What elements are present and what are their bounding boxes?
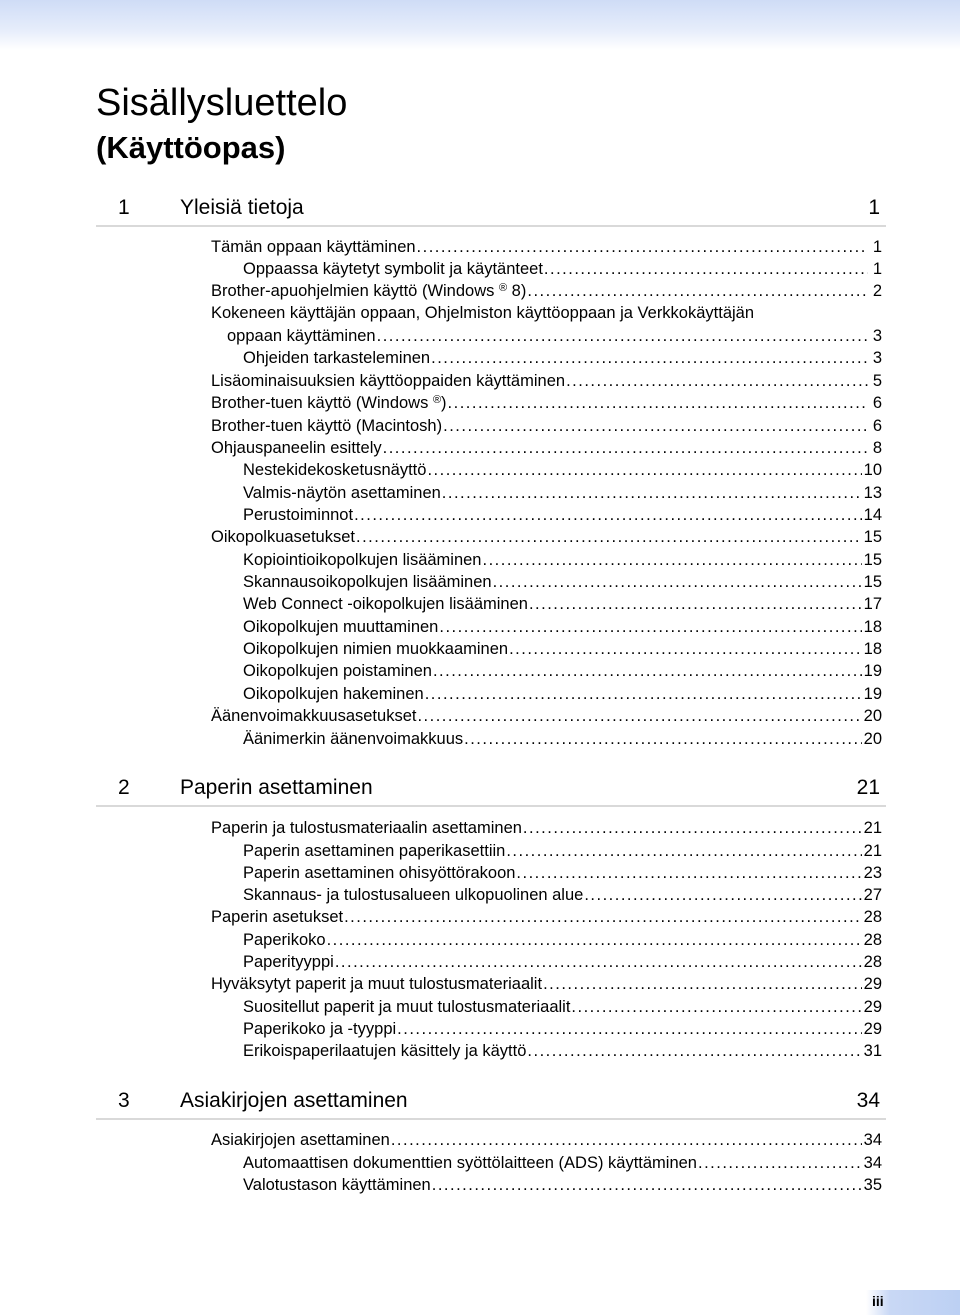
toc-entry-page: 6 (872, 417, 882, 435)
toc-entry-page: 5 (872, 372, 882, 390)
toc-entry-text: Paperin asettaminen ohisyöttörakoon (243, 864, 516, 882)
dot-leader (448, 392, 868, 414)
dot-leader (377, 325, 868, 347)
dot-leader (439, 616, 861, 638)
toc-entry-page: 17 (863, 595, 882, 613)
toc-entry[interactable] (243, 1018, 882, 1040)
dot-leader (464, 728, 862, 750)
toc-entry[interactable] (243, 951, 882, 973)
chapter-heading[interactable] (96, 1088, 886, 1120)
toc-entry[interactable] (211, 705, 882, 727)
chapter-page: 34 (856, 1089, 880, 1112)
chapter-title: Yleisiä tietoja (180, 196, 304, 219)
toc-entry[interactable] (243, 616, 882, 638)
toc-entry[interactable] (243, 258, 882, 280)
dot-leader (391, 1129, 862, 1151)
dot-leader (442, 482, 862, 504)
dot-leader (527, 1040, 861, 1062)
dot-leader (566, 370, 868, 392)
dot-leader (344, 906, 862, 928)
toc-entry-text[interactable]: Kokeneen käyttäjän oppaan, Ohjelmiston käyttöoppaan ja Verkkokäyttäjän (211, 304, 755, 322)
dot-leader (417, 705, 861, 727)
toc-entry-page: 29 (863, 1020, 882, 1038)
toc-entry-text: Oikopolkujen hakeminen (243, 685, 424, 703)
toc-entry[interactable] (243, 571, 882, 593)
chapter-heading[interactable] (96, 775, 886, 807)
toc-entry-page: 3 (872, 327, 882, 345)
toc-entry-page: 15 (863, 551, 882, 569)
toc-entry-text: Oikopolkujen muuttaminen (243, 618, 439, 636)
chapter-number: 3 (118, 1089, 130, 1112)
chapter-page: 21 (856, 776, 880, 799)
toc-entry-text: Valotustason käyttäminen (243, 1176, 431, 1194)
toc-entry[interactable] (243, 1174, 882, 1196)
toc-entry-text: Paperin ja tulostusmateriaalin asettaminen (211, 819, 522, 837)
toc-entry[interactable] (243, 862, 882, 884)
toc-entry-text: Brother-tuen käyttö (Windows ®) (211, 394, 447, 412)
toc-entry[interactable] (243, 884, 882, 906)
dot-leader (529, 593, 862, 615)
toc-entry-text: Hyväksytyt paperit ja muut tulostusmateriaalit (211, 975, 543, 993)
toc-entry[interactable] (243, 482, 882, 504)
dot-leader (543, 973, 862, 995)
toc-entry-text: Brother-apuohjelmien käyttö (Windows ® 8) (211, 282, 527, 300)
dot-leader (425, 683, 862, 705)
toc-entry-page: 6 (872, 394, 882, 412)
dot-leader (506, 840, 861, 862)
toc-entry-page: 21 (863, 842, 882, 860)
toc-entry-text: Skannaus- ja tulostusalueen ulkopuolinen alue (243, 886, 584, 904)
toc-entry-page: 13 (863, 484, 882, 502)
toc-entry-text: Asiakirjojen asettaminen (211, 1131, 390, 1149)
toc-entry[interactable] (211, 817, 882, 839)
toc-entry[interactable] (211, 370, 882, 392)
toc-entry[interactable] (243, 549, 882, 571)
toc-entry[interactable] (211, 415, 882, 437)
toc-entry-text: Web Connect -oikopolkujen lisääminen (243, 595, 528, 613)
toc-entry-page: 2 (872, 282, 882, 300)
dot-leader (516, 862, 861, 884)
dot-leader (443, 415, 868, 437)
toc-entry-page: 21 (863, 819, 882, 837)
toc-entry[interactable] (211, 392, 882, 414)
toc-entry[interactable] (211, 526, 882, 548)
toc-entry[interactable] (243, 593, 882, 615)
toc-entry-text: Paperin asettaminen paperikasettiin (243, 842, 506, 860)
chapter-number: 2 (118, 776, 130, 799)
toc-entry-text: Paperin asetukset (211, 908, 344, 926)
dot-leader (571, 996, 861, 1018)
chapter-title: Paperin asettaminen (180, 776, 373, 799)
toc-entry-page: 18 (863, 618, 882, 636)
dot-leader (327, 929, 862, 951)
toc-entry-text: Äänenvoimakkuusasetukset (211, 707, 417, 725)
toc-entry-page: 20 (863, 707, 882, 725)
toc-entry-continuation: oppaan käyttäminen (227, 327, 376, 345)
dot-leader (698, 1152, 862, 1174)
dot-leader (383, 437, 868, 459)
toc-entry-page: 34 (863, 1131, 882, 1149)
dot-leader (356, 526, 862, 548)
toc-entry[interactable] (243, 996, 882, 1018)
toc-entry[interactable] (243, 929, 882, 951)
dot-leader (483, 549, 862, 571)
toc-entry-page: 29 (863, 975, 882, 993)
toc-entry[interactable] (243, 840, 882, 862)
toc-entry[interactable] (243, 660, 882, 682)
toc-entry-page: 8 (872, 439, 882, 457)
toc-entry-text: Ohjeiden tarkasteleminen (243, 349, 431, 367)
toc-entry[interactable] (243, 1152, 882, 1174)
dot-leader (335, 951, 862, 973)
toc-entry-page: 1 (872, 260, 882, 278)
dot-leader (354, 504, 862, 526)
toc-entry-text: Tämän oppaan käyttäminen (211, 238, 416, 256)
toc-entry-text: Oppaassa käytetyt symbolit ja käytänteet (243, 260, 543, 278)
toc-entry-text: Automaattisen dokumenttien syöttölaitteen (ADS) käyttäminen (243, 1154, 697, 1172)
toc-entry[interactable] (211, 1129, 882, 1151)
toc-entry-text: Brother-tuen käyttö (Macintosh) (211, 417, 443, 435)
toc-entry-page: 23 (863, 864, 882, 882)
toc-entry[interactable] (243, 459, 882, 481)
toc-entry-text: Kopiointioikopolkujen lisääminen (243, 551, 482, 569)
toc-entry-page: 34 (863, 1154, 882, 1172)
toc-entry-page: 15 (863, 573, 882, 591)
toc-entry-text: Oikopolkujen poistaminen (243, 662, 432, 680)
toc-entry-text: Paperityyppi (243, 953, 334, 971)
toc-entry[interactable] (243, 347, 882, 369)
toc-entry-text: Perustoiminnot (243, 506, 354, 524)
dot-leader (397, 1018, 861, 1040)
toc-entry-text: Erikoispaperilaatujen käsittely ja käyttö (243, 1042, 527, 1060)
toc-entry-text: Paperikoko (243, 931, 326, 949)
dot-leader (433, 660, 862, 682)
toc-entry-page: 14 (863, 506, 882, 524)
dot-leader (417, 236, 868, 258)
dot-leader (527, 280, 868, 302)
toc-entry[interactable] (243, 638, 882, 660)
toc-entry[interactable] (211, 906, 882, 928)
toc-entry[interactable] (243, 683, 882, 705)
toc-entry-page: 18 (863, 640, 882, 658)
toc-entry-text: Valmis-näytön asettaminen (243, 484, 441, 502)
dot-leader (427, 459, 861, 481)
toc-entry-page: 31 (863, 1042, 882, 1060)
toc-entry-page: 28 (863, 931, 882, 949)
chapter-number: 1 (118, 196, 130, 219)
header-band (0, 0, 960, 50)
toc-entry[interactable] (243, 1040, 882, 1062)
chapter-page: 1 (868, 196, 880, 219)
toc-entry-text: Suositellut paperit ja muut tulostusmateriaalit (243, 998, 571, 1016)
toc-entry-page: 35 (863, 1176, 882, 1194)
dot-leader (523, 817, 862, 839)
dot-leader (493, 571, 862, 593)
page-subtitle: (Käyttöopas) (96, 130, 286, 165)
toc-entry-page: 19 (863, 685, 882, 703)
toc-entry-text: Ohjauspaneelin esittely (211, 439, 382, 457)
toc-entry[interactable] (243, 728, 882, 750)
dot-leader (509, 638, 862, 660)
chapter-heading[interactable] (96, 195, 886, 227)
toc-entry-page: 27 (863, 886, 882, 904)
toc-entry[interactable] (243, 504, 882, 526)
toc-entry-text: Skannausoikopolkujen lisääminen (243, 573, 492, 591)
dot-leader (432, 1174, 862, 1196)
dot-leader (584, 884, 861, 906)
toc-entry-page: 29 (863, 998, 882, 1016)
toc-entry-page: 28 (863, 908, 882, 926)
chapter-title: Asiakirjojen asettaminen (180, 1089, 408, 1112)
toc-entry-page: 3 (872, 349, 882, 367)
dot-leader (544, 258, 868, 280)
page-title: Sisällysluettelo (96, 82, 348, 124)
toc-entry-page: 28 (863, 953, 882, 971)
toc-entry-page: 15 (863, 528, 882, 546)
page-number: iii (872, 1293, 884, 1309)
toc-entry[interactable] (211, 973, 882, 995)
dot-leader (431, 347, 868, 369)
registered-mark: ® (498, 282, 508, 294)
toc-entry-page: 20 (863, 730, 882, 748)
toc-entry-text: Nestekidekosketusnäyttö (243, 461, 427, 479)
toc-entry-text: Äänimerkin äänenvoimakkuus (243, 730, 464, 748)
toc-entry-text: Oikopolkujen nimien muokkaaminen (243, 640, 509, 658)
toc-entry-page: 10 (863, 461, 882, 479)
toc-entry-text: Lisäominaisuuksien käyttöoppaiden käyttäminen (211, 372, 566, 390)
registered-mark: ® (432, 394, 442, 406)
toc-entry[interactable] (211, 280, 882, 302)
toc-entry[interactable] (211, 437, 882, 459)
toc-entry-text: Paperikoko ja -tyyppi (243, 1020, 397, 1038)
toc-entry-page: 19 (863, 662, 882, 680)
toc-entry-text: Oikopolkuasetukset (211, 528, 355, 546)
toc-entry[interactable] (227, 325, 882, 347)
toc-entry-page: 1 (872, 238, 882, 256)
toc-entry[interactable] (211, 236, 882, 258)
